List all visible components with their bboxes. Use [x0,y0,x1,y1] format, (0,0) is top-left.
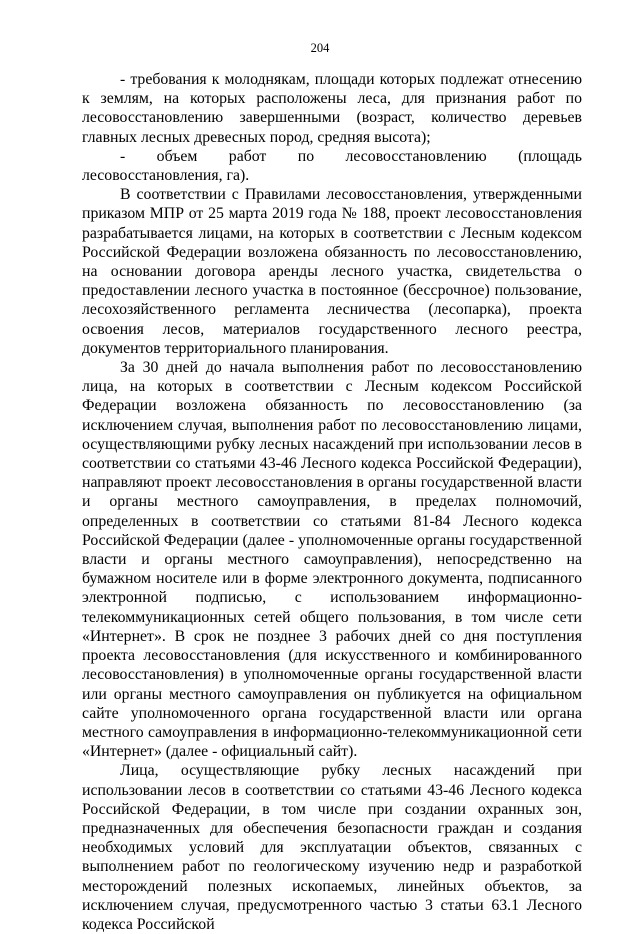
paragraph-work-volume: - объем работ по лесовосстановлению (площадь лесовосстановления, га). [82,147,582,185]
paragraph-30-days-notice: За 30 дней до начала выполнения работ по лесовосстановлению лица, на которых в соответствии с Лесным кодексом Российской Федерации возложена обязанность по лесовосстановлению (за исключением случая, выполнения работ по лесовосстановлению лицами, осуществляющими рубку лесных насаждений при использовании лесов в соответствии со статьями 43-46 Лесного кодекса Российской Федерации), направляют проект лесовосстановления в органы государственной власти и органы местного самоуправления, в пределах полномочий, определенных в соответствии со статьями 81-84 Лесного кодекса Российской Федерации (далее - уполномоченные органы государственной власти и органы местного самоуправления), непосредственно на бумажном носителе или в форме электронного документа, подписанного электронной подписью, с использованием информационно-телекоммуникационных сетей общего пользования, в том числе сети «Интернет». В срок не позднее 3 рабочих дней со дня поступления проекта лесовосстановления (для искусственного и комбинированного лесовосстановления) в уполномоченные органы государственной власти или органы местного самоуправления он публикуется на официальном сайте уполномоченного органа государственной власти или органа местного самоуправления в информационно-телекоммуникационной сети «Интернет» (далее - официальный сайт). [82,359,582,761]
page-number: 204 [310,41,330,55]
paragraph-reforestation-rules: В соответствии с Правилами лесовосстановления, утвержденными приказом МПР от 25 марта 2019 года № 188, проект лесовосстановления разрабатывается лицами, на которых в соответствии с Лесным кодексом Российской Федерации возложена обязанность по лесовосстановлению, на основании договора аренды лесного участка, свидетельства о предоставлении лесного участка в постоянное (бессрочное) пользование, лесохозяйственного регламента лесничества (лесопарка), проекта освоения лесов, материалов государственного лесного реестра, документов территориального планирования. [82,186,582,357]
document-body [82,70,582,934]
paragraph-logging-persons: Лица, осуществляющие рубку лесных насаждений при использовании лесов в соответствии со статьями 43-46 Лесного кодекса Российской Федерации, в том числе при создании охранных зон, предназначенных для обеспечения безопасности граждан и создания необходимых условий для эксплуатации объектов, связанных с выполнением работ по геологическому изучению недр и разработкой месторождений полезных ископаемых, линейных объектов, за исключением случая, предусмотренного частью 3 статьи 63.1 Лесного кодекса Российской [82,762,582,933]
paragraph-young-growth-requirements: - требования к молоднякам, площади которых подлежат отнесению к землям, на которых расположены леса, для признания работ по лесовосстановлению завершенными (возраст, количество деревьев главных лесных древесных пород, средняя высота); [82,71,582,146]
